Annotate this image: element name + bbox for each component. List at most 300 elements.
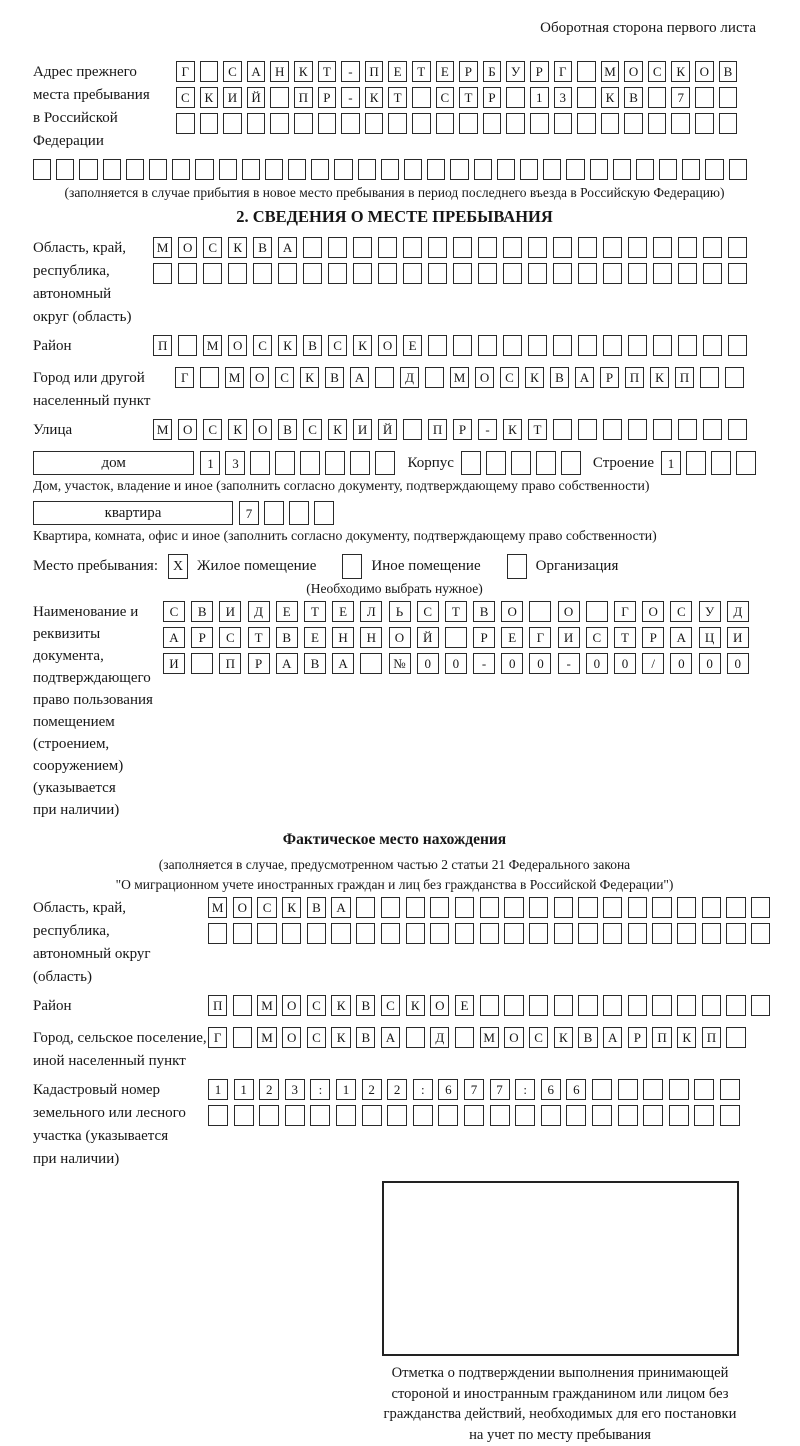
char-box[interactable]: С xyxy=(381,995,400,1016)
char-box[interactable] xyxy=(671,113,690,134)
char-box[interactable]: О xyxy=(475,367,494,388)
char-box[interactable]: Е xyxy=(276,601,298,622)
char-box[interactable] xyxy=(603,923,622,944)
char-box[interactable]: А xyxy=(670,627,692,648)
char-box[interactable] xyxy=(381,923,400,944)
char-box[interactable] xyxy=(149,159,167,180)
char-box[interactable]: Е xyxy=(403,335,422,356)
char-box[interactable] xyxy=(328,237,347,258)
char-box[interactable]: С xyxy=(586,627,608,648)
char-box[interactable]: О xyxy=(253,419,272,440)
char-box[interactable] xyxy=(554,923,573,944)
char-box[interactable] xyxy=(200,367,219,388)
char-box[interactable]: Е xyxy=(501,627,523,648)
char-box[interactable] xyxy=(577,87,596,108)
char-box[interactable] xyxy=(403,419,422,440)
char-box[interactable] xyxy=(553,335,572,356)
char-box[interactable] xyxy=(702,897,721,918)
char-box[interactable] xyxy=(528,335,547,356)
char-box[interactable]: А xyxy=(276,653,298,674)
char-box[interactable] xyxy=(307,923,326,944)
char-box[interactable]: Г xyxy=(554,61,573,82)
char-box[interactable] xyxy=(578,923,597,944)
char-box[interactable]: 0 xyxy=(614,653,636,674)
char-box[interactable] xyxy=(406,1027,425,1048)
char-box[interactable] xyxy=(636,159,654,180)
char-box[interactable] xyxy=(694,1105,714,1126)
char-box[interactable] xyxy=(56,159,74,180)
char-box[interactable]: 7 xyxy=(490,1079,510,1100)
char-box[interactable] xyxy=(270,113,289,134)
char-box[interactable] xyxy=(403,237,422,258)
char-box[interactable] xyxy=(578,237,597,258)
house-type-cell[interactable]: дом xyxy=(33,451,194,475)
char-box[interactable] xyxy=(303,263,322,284)
char-box[interactable]: Е xyxy=(455,995,474,1016)
char-box[interactable]: Ц xyxy=(699,627,721,648)
char-box[interactable] xyxy=(628,419,647,440)
char-box[interactable]: Г xyxy=(614,601,636,622)
char-box[interactable]: К xyxy=(328,419,347,440)
char-box[interactable] xyxy=(455,897,474,918)
char-box[interactable]: К xyxy=(282,897,301,918)
char-box[interactable] xyxy=(729,159,747,180)
char-box[interactable] xyxy=(406,897,425,918)
char-box[interactable] xyxy=(200,113,219,134)
char-box[interactable] xyxy=(628,897,647,918)
char-box[interactable]: П xyxy=(625,367,644,388)
char-box[interactable] xyxy=(653,263,672,284)
char-box[interactable] xyxy=(652,995,671,1016)
char-box[interactable] xyxy=(520,159,538,180)
char-box[interactable] xyxy=(603,263,622,284)
char-box[interactable]: Т xyxy=(614,627,636,648)
char-box[interactable] xyxy=(503,335,522,356)
char-box[interactable] xyxy=(628,237,647,258)
char-box[interactable] xyxy=(303,237,322,258)
char-box[interactable]: К xyxy=(228,237,247,258)
char-box[interactable]: 0 xyxy=(501,653,523,674)
char-box[interactable] xyxy=(234,1105,254,1126)
char-box[interactable] xyxy=(529,601,551,622)
char-box[interactable] xyxy=(178,263,197,284)
char-box[interactable] xyxy=(223,113,242,134)
char-box[interactable] xyxy=(425,367,444,388)
char-box[interactable]: П xyxy=(365,61,384,82)
char-box[interactable] xyxy=(270,87,289,108)
char-box[interactable] xyxy=(700,367,719,388)
char-box[interactable]: О xyxy=(282,995,301,1016)
char-box[interactable]: К xyxy=(353,335,372,356)
char-box[interactable] xyxy=(191,653,213,674)
char-box[interactable] xyxy=(530,113,549,134)
char-box[interactable] xyxy=(618,1105,638,1126)
char-box[interactable]: Р xyxy=(248,653,270,674)
char-box[interactable]: А xyxy=(575,367,594,388)
char-box[interactable]: 6 xyxy=(438,1079,458,1100)
char-box[interactable] xyxy=(464,1105,484,1126)
char-box[interactable]: М xyxy=(203,335,222,356)
char-box[interactable]: С xyxy=(670,601,692,622)
char-box[interactable] xyxy=(566,1105,586,1126)
char-box[interactable] xyxy=(275,451,295,475)
char-box[interactable] xyxy=(705,159,723,180)
char-box[interactable] xyxy=(461,451,481,475)
char-box[interactable] xyxy=(403,263,422,284)
char-box[interactable] xyxy=(79,159,97,180)
char-box[interactable] xyxy=(725,367,744,388)
char-box[interactable] xyxy=(200,61,219,82)
char-box[interactable]: Е xyxy=(332,601,354,622)
char-box[interactable]: П xyxy=(702,1027,721,1048)
char-box[interactable] xyxy=(592,1079,612,1100)
char-box[interactable]: С xyxy=(436,87,455,108)
char-box[interactable]: К xyxy=(525,367,544,388)
char-box[interactable] xyxy=(404,159,422,180)
char-box[interactable] xyxy=(506,113,525,134)
char-box[interactable] xyxy=(590,159,608,180)
char-box[interactable]: К xyxy=(554,1027,573,1048)
char-box[interactable] xyxy=(478,263,497,284)
char-box[interactable] xyxy=(528,237,547,258)
char-box[interactable] xyxy=(751,897,770,918)
char-box[interactable]: О xyxy=(501,601,523,622)
char-box[interactable]: С xyxy=(257,897,276,918)
char-box[interactable] xyxy=(412,87,431,108)
char-box[interactable] xyxy=(702,923,721,944)
char-box[interactable] xyxy=(153,263,172,284)
char-box[interactable]: О xyxy=(558,601,580,622)
char-box[interactable] xyxy=(341,113,360,134)
char-box[interactable] xyxy=(703,335,722,356)
char-box[interactable]: Й xyxy=(417,627,439,648)
char-box[interactable]: Н xyxy=(270,61,289,82)
apartment-type-cell[interactable]: квартира xyxy=(33,501,233,525)
char-box[interactable]: И xyxy=(558,627,580,648)
char-box[interactable] xyxy=(553,419,572,440)
char-box[interactable]: С xyxy=(648,61,667,82)
char-box[interactable] xyxy=(430,897,449,918)
char-box[interactable]: И xyxy=(727,627,749,648)
char-box[interactable] xyxy=(720,1105,740,1126)
char-box[interactable]: О xyxy=(282,1027,301,1048)
char-box[interactable]: В xyxy=(276,627,298,648)
char-box[interactable] xyxy=(652,923,671,944)
char-box[interactable] xyxy=(497,159,515,180)
char-box[interactable] xyxy=(736,451,756,475)
char-box[interactable] xyxy=(438,1105,458,1126)
char-box[interactable] xyxy=(375,367,394,388)
char-box[interactable]: С xyxy=(328,335,347,356)
char-box[interactable] xyxy=(282,923,301,944)
char-box[interactable]: - xyxy=(558,653,580,674)
char-box[interactable] xyxy=(504,995,523,1016)
char-box[interactable]: С xyxy=(307,995,326,1016)
char-box[interactable]: : xyxy=(515,1079,535,1100)
char-box[interactable] xyxy=(436,113,455,134)
char-box[interactable]: М xyxy=(153,237,172,258)
char-box[interactable] xyxy=(511,451,531,475)
char-box[interactable] xyxy=(233,995,252,1016)
char-box[interactable] xyxy=(677,923,696,944)
char-box[interactable]: О xyxy=(233,897,252,918)
char-box[interactable] xyxy=(450,159,468,180)
char-box[interactable] xyxy=(453,263,472,284)
char-box[interactable] xyxy=(515,1105,535,1126)
char-box[interactable]: В xyxy=(278,419,297,440)
char-box[interactable] xyxy=(208,923,227,944)
char-box[interactable]: В xyxy=(624,87,643,108)
char-box[interactable]: 1 xyxy=(661,451,681,475)
char-box[interactable] xyxy=(586,601,608,622)
char-box[interactable] xyxy=(554,995,573,1016)
char-box[interactable] xyxy=(503,237,522,258)
char-box[interactable] xyxy=(387,1105,407,1126)
char-box[interactable] xyxy=(728,263,747,284)
char-box[interactable]: 0 xyxy=(727,653,749,674)
char-box[interactable]: Е xyxy=(304,627,326,648)
char-box[interactable] xyxy=(751,995,770,1016)
char-box[interactable]: 1 xyxy=(200,451,220,475)
char-box[interactable]: - xyxy=(473,653,495,674)
char-box[interactable] xyxy=(578,995,597,1016)
char-box[interactable] xyxy=(603,995,622,1016)
char-box[interactable] xyxy=(350,451,370,475)
char-box[interactable] xyxy=(428,263,447,284)
char-box[interactable]: К xyxy=(331,1027,350,1048)
char-box[interactable]: Г xyxy=(176,61,195,82)
char-box[interactable]: Р xyxy=(642,627,664,648)
char-box[interactable]: Р xyxy=(600,367,619,388)
char-box[interactable]: П xyxy=(652,1027,671,1048)
char-box[interactable]: В xyxy=(304,653,326,674)
char-box[interactable] xyxy=(388,113,407,134)
char-box[interactable]: К xyxy=(503,419,522,440)
char-box[interactable]: А xyxy=(163,627,185,648)
char-box[interactable] xyxy=(529,995,548,1016)
char-box[interactable] xyxy=(528,263,547,284)
char-box[interactable] xyxy=(353,237,372,258)
char-box[interactable]: Н xyxy=(332,627,354,648)
char-box[interactable] xyxy=(483,113,502,134)
char-box[interactable] xyxy=(703,237,722,258)
char-box[interactable] xyxy=(504,923,523,944)
char-box[interactable] xyxy=(478,335,497,356)
char-box[interactable] xyxy=(480,995,499,1016)
char-box[interactable]: А xyxy=(247,61,266,82)
char-box[interactable]: В xyxy=(550,367,569,388)
char-box[interactable]: Т xyxy=(248,627,270,648)
char-box[interactable] xyxy=(228,263,247,284)
char-box[interactable]: О xyxy=(504,1027,523,1048)
char-box[interactable] xyxy=(378,237,397,258)
char-box[interactable]: 6 xyxy=(566,1079,586,1100)
char-box[interactable]: С xyxy=(203,237,222,258)
char-box[interactable]: Р xyxy=(453,419,472,440)
char-box[interactable] xyxy=(288,159,306,180)
char-box[interactable]: А xyxy=(331,897,350,918)
char-box[interactable]: О xyxy=(378,335,397,356)
char-box[interactable]: О xyxy=(430,995,449,1016)
char-box[interactable] xyxy=(453,335,472,356)
char-box[interactable] xyxy=(653,335,672,356)
char-box[interactable] xyxy=(318,113,337,134)
char-box[interactable]: - xyxy=(341,87,360,108)
char-box[interactable] xyxy=(541,1105,561,1126)
char-box[interactable] xyxy=(678,263,697,284)
char-box[interactable]: Т xyxy=(304,601,326,622)
char-box[interactable] xyxy=(726,1027,745,1048)
char-box[interactable] xyxy=(478,237,497,258)
char-box[interactable] xyxy=(486,451,506,475)
char-box[interactable] xyxy=(325,451,345,475)
char-box[interactable]: Й xyxy=(247,87,266,108)
char-box[interactable]: Р xyxy=(530,61,549,82)
char-box[interactable] xyxy=(176,113,195,134)
char-box[interactable] xyxy=(412,113,431,134)
char-box[interactable]: 0 xyxy=(445,653,467,674)
char-box[interactable]: Р xyxy=(191,627,213,648)
char-box[interactable] xyxy=(643,1105,663,1126)
char-box[interactable]: П xyxy=(219,653,241,674)
char-box[interactable]: 7 xyxy=(464,1079,484,1100)
char-box[interactable]: П xyxy=(428,419,447,440)
char-box[interactable]: А xyxy=(278,237,297,258)
char-box[interactable] xyxy=(536,451,556,475)
char-box[interactable] xyxy=(561,451,581,475)
stay-option-checkbox-residential[interactable]: X xyxy=(168,554,188,579)
char-box[interactable]: П xyxy=(153,335,172,356)
char-box[interactable]: К xyxy=(406,995,425,1016)
char-box[interactable]: Р xyxy=(318,87,337,108)
char-box[interactable]: Д xyxy=(430,1027,449,1048)
char-box[interactable]: Р xyxy=(459,61,478,82)
char-box[interactable]: С xyxy=(303,419,322,440)
char-box[interactable]: Д xyxy=(248,601,270,622)
char-box[interactable] xyxy=(455,1027,474,1048)
char-box[interactable] xyxy=(577,61,596,82)
char-box[interactable] xyxy=(480,923,499,944)
char-box[interactable]: 7 xyxy=(671,87,690,108)
char-box[interactable] xyxy=(356,897,375,918)
char-box[interactable] xyxy=(728,237,747,258)
char-box[interactable]: 7 xyxy=(239,501,259,525)
char-box[interactable]: Д xyxy=(400,367,419,388)
char-box[interactable]: К xyxy=(365,87,384,108)
char-box[interactable]: П xyxy=(294,87,313,108)
char-box[interactable] xyxy=(703,263,722,284)
char-box[interactable]: Е xyxy=(388,61,407,82)
char-box[interactable]: И xyxy=(163,653,185,674)
char-box[interactable]: М xyxy=(257,995,276,1016)
char-box[interactable] xyxy=(300,451,320,475)
char-box[interactable]: С xyxy=(307,1027,326,1048)
char-box[interactable]: В xyxy=(191,601,213,622)
char-box[interactable] xyxy=(603,419,622,440)
char-box[interactable]: 1 xyxy=(234,1079,254,1100)
stay-option-checkbox-other[interactable] xyxy=(342,554,362,579)
char-box[interactable] xyxy=(178,335,197,356)
char-box[interactable] xyxy=(242,159,260,180)
char-box[interactable]: С xyxy=(500,367,519,388)
char-box[interactable] xyxy=(648,113,667,134)
char-box[interactable]: У xyxy=(506,61,525,82)
char-box[interactable] xyxy=(310,1105,330,1126)
char-box[interactable]: : xyxy=(413,1079,433,1100)
char-box[interactable] xyxy=(678,237,697,258)
char-box[interactable]: К xyxy=(228,419,247,440)
char-box[interactable] xyxy=(628,263,647,284)
char-box[interactable] xyxy=(613,159,631,180)
char-box[interactable] xyxy=(490,1105,510,1126)
char-box[interactable] xyxy=(529,923,548,944)
char-box[interactable] xyxy=(381,159,399,180)
char-box[interactable]: А xyxy=(332,653,354,674)
char-box[interactable] xyxy=(195,159,213,180)
char-box[interactable] xyxy=(703,419,722,440)
char-box[interactable] xyxy=(331,923,350,944)
char-box[interactable]: О xyxy=(178,237,197,258)
char-box[interactable] xyxy=(529,897,548,918)
char-box[interactable]: Н xyxy=(360,627,382,648)
char-box[interactable] xyxy=(719,113,738,134)
char-box[interactable]: О xyxy=(228,335,247,356)
char-box[interactable]: К xyxy=(601,87,620,108)
char-box[interactable]: С xyxy=(417,601,439,622)
char-box[interactable] xyxy=(678,335,697,356)
char-box[interactable] xyxy=(285,1105,305,1126)
char-box[interactable]: : xyxy=(310,1079,330,1100)
char-box[interactable] xyxy=(233,1027,252,1048)
char-box[interactable] xyxy=(314,501,334,525)
char-box[interactable] xyxy=(259,1105,279,1126)
char-box[interactable]: К xyxy=(677,1027,696,1048)
char-box[interactable]: 0 xyxy=(699,653,721,674)
char-box[interactable] xyxy=(618,1079,638,1100)
char-box[interactable] xyxy=(677,995,696,1016)
char-box[interactable]: В xyxy=(325,367,344,388)
char-box[interactable] xyxy=(720,1079,740,1100)
char-box[interactable]: У xyxy=(699,601,721,622)
char-box[interactable]: В xyxy=(719,61,738,82)
char-box[interactable] xyxy=(253,263,272,284)
char-box[interactable] xyxy=(603,237,622,258)
char-box[interactable]: О xyxy=(642,601,664,622)
char-box[interactable] xyxy=(711,451,731,475)
char-box[interactable]: 2 xyxy=(387,1079,407,1100)
char-box[interactable]: Г xyxy=(175,367,194,388)
char-box[interactable]: М xyxy=(601,61,620,82)
char-box[interactable]: С xyxy=(203,419,222,440)
char-box[interactable] xyxy=(336,1105,356,1126)
char-box[interactable] xyxy=(669,1105,689,1126)
char-box[interactable] xyxy=(578,897,597,918)
char-box[interactable]: 3 xyxy=(285,1079,305,1100)
char-box[interactable]: К xyxy=(671,61,690,82)
char-box[interactable] xyxy=(459,113,478,134)
char-box[interactable]: О xyxy=(250,367,269,388)
char-box[interactable] xyxy=(677,897,696,918)
char-box[interactable] xyxy=(360,653,382,674)
char-box[interactable] xyxy=(553,263,572,284)
char-box[interactable] xyxy=(628,995,647,1016)
char-box[interactable]: Д xyxy=(727,601,749,622)
char-box[interactable] xyxy=(381,897,400,918)
char-box[interactable]: № xyxy=(389,653,411,674)
char-box[interactable] xyxy=(751,923,770,944)
char-box[interactable] xyxy=(278,263,297,284)
char-box[interactable]: С xyxy=(163,601,185,622)
